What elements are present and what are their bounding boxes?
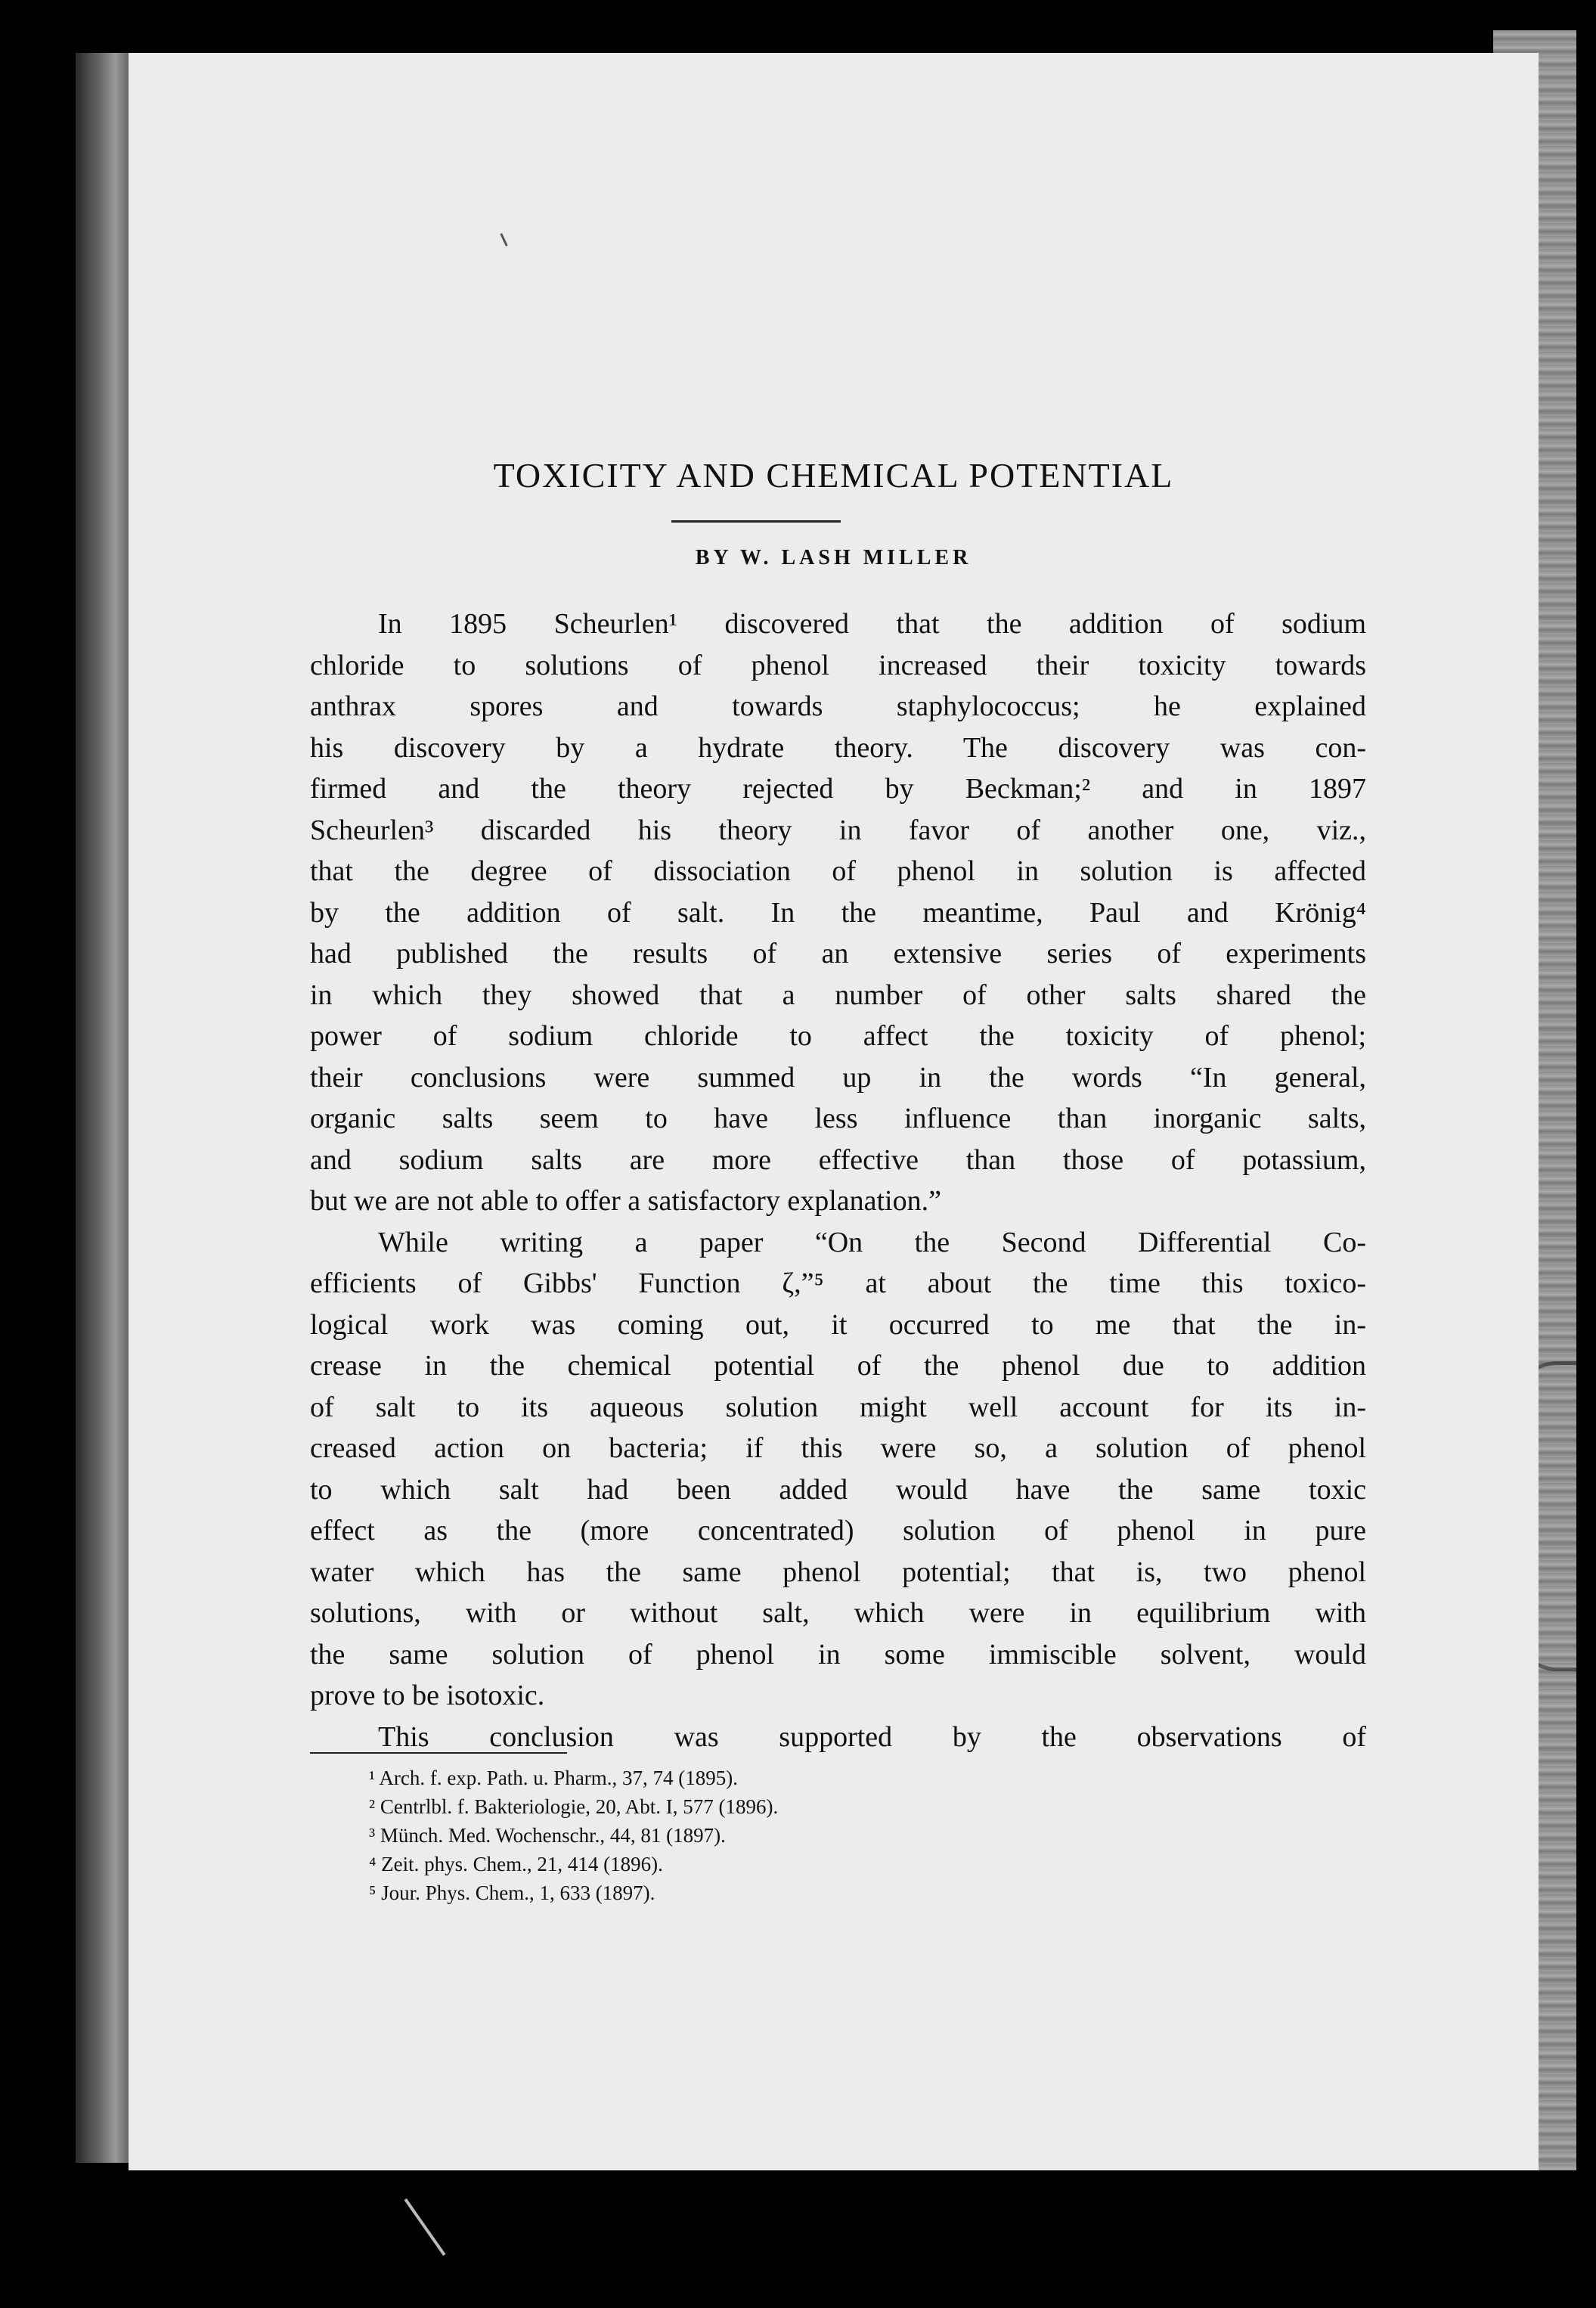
body-line: to which salt had been added would have the same toxic: [310, 1473, 1366, 1506]
body-line: Scheurlen³ discarded his theory in favor of another one, viz.,: [310, 814, 1366, 846]
body-line: firmed and the theory rejected by Beckman;² and in 1897: [310, 773, 1366, 805]
body-line: anthrax spores and towards staphylococcus; he explained: [310, 690, 1366, 722]
body-line: effect as the (more concentrated) solution of phenol in pure: [310, 1515, 1366, 1546]
book-binding: [76, 53, 132, 2163]
body-line: his discovery by a hydrate theory. The discovery was con-: [310, 731, 1366, 764]
stray-mark: [500, 233, 507, 247]
byline: BY W. LASH MILLER: [695, 546, 972, 569]
article-title: TOXICITY AND CHEMICAL POTENTIAL: [493, 456, 1174, 495]
article-body: [310, 603, 1366, 1757]
body-line: logical work was coming out, it occurred to me that the in-: [310, 1308, 1366, 1341]
body-line: but we are not able to offer a satisfactory explanation.”: [310, 1185, 941, 1217]
body-line: in which they showed that a number of other salts shared the: [310, 979, 1366, 1011]
body-line: creased action on bacteria; if this were so, a solution of phenol: [310, 1432, 1366, 1464]
body-line: power of sodium chloride to affect the toxicity of phenol;: [310, 1020, 1366, 1052]
body-line: solutions, with or without salt, which were in equilibrium with: [310, 1597, 1366, 1629]
scan-artifact: [404, 2198, 446, 2256]
body-line: efficients of Gibbs' Function ζ,”⁵ at about the time this toxico-: [310, 1267, 1366, 1299]
body-line: crease in the chemical potential of the phenol due to addition: [310, 1350, 1366, 1382]
body-line: and sodium salts are more effective than those of potassium,: [310, 1143, 1366, 1176]
body-line: water which has the same phenol potential; that is, two phenol: [310, 1556, 1366, 1588]
body-line: In 1895 Scheurlen¹ discovered that the addition of sodium: [378, 608, 1366, 640]
footnote-rule: [310, 1752, 567, 1754]
body-line: This conclusion was supported by the observations of: [378, 1720, 1366, 1753]
body-line: their conclusions were summed up in the words “In general,: [310, 1061, 1366, 1094]
body-line: the same solution of phenol in some immiscible solvent, would: [310, 1638, 1366, 1671]
page: [129, 53, 1539, 2170]
body-line: chloride to solutions of phenol increased their toxicity towards: [310, 649, 1366, 681]
body-line: While writing a paper “On the Second Differential Co-: [378, 1226, 1366, 1258]
footnote: ⁵ Jour. Phys. Chem., 1, 633 (1897).: [369, 1881, 655, 1904]
body-line: of salt to its aqueous solution might well account for its in-: [310, 1391, 1366, 1423]
footnote: ³ Münch. Med. Wochenschr., 44, 81 (1897).: [369, 1824, 726, 1847]
footnotes: [369, 1764, 778, 1907]
footnote: ² Centrlbl. f. Bakteriologie, 20, Abt. I, 577 (1896).: [369, 1795, 779, 1818]
body-line: had published the results of an extensive series of experiments: [310, 938, 1366, 969]
title-rule: [671, 520, 841, 523]
footnote: ¹ Arch. f. exp. Path. u. Pharm., 37, 74 (1895).: [369, 1767, 739, 1789]
body-line: prove to be isotoxic.: [310, 1680, 545, 1711]
body-line: that the degree of dissociation of phenol in solution is affected: [310, 855, 1366, 887]
body-line: organic salts seem to have less influence than inorganic salts,: [310, 1103, 1366, 1134]
body-line: by the addition of salt. In the meantime, Paul and Krönig⁴: [310, 896, 1366, 929]
footnote: ⁴ Zeit. phys. Chem., 21, 414 (1896).: [369, 1853, 663, 1875]
